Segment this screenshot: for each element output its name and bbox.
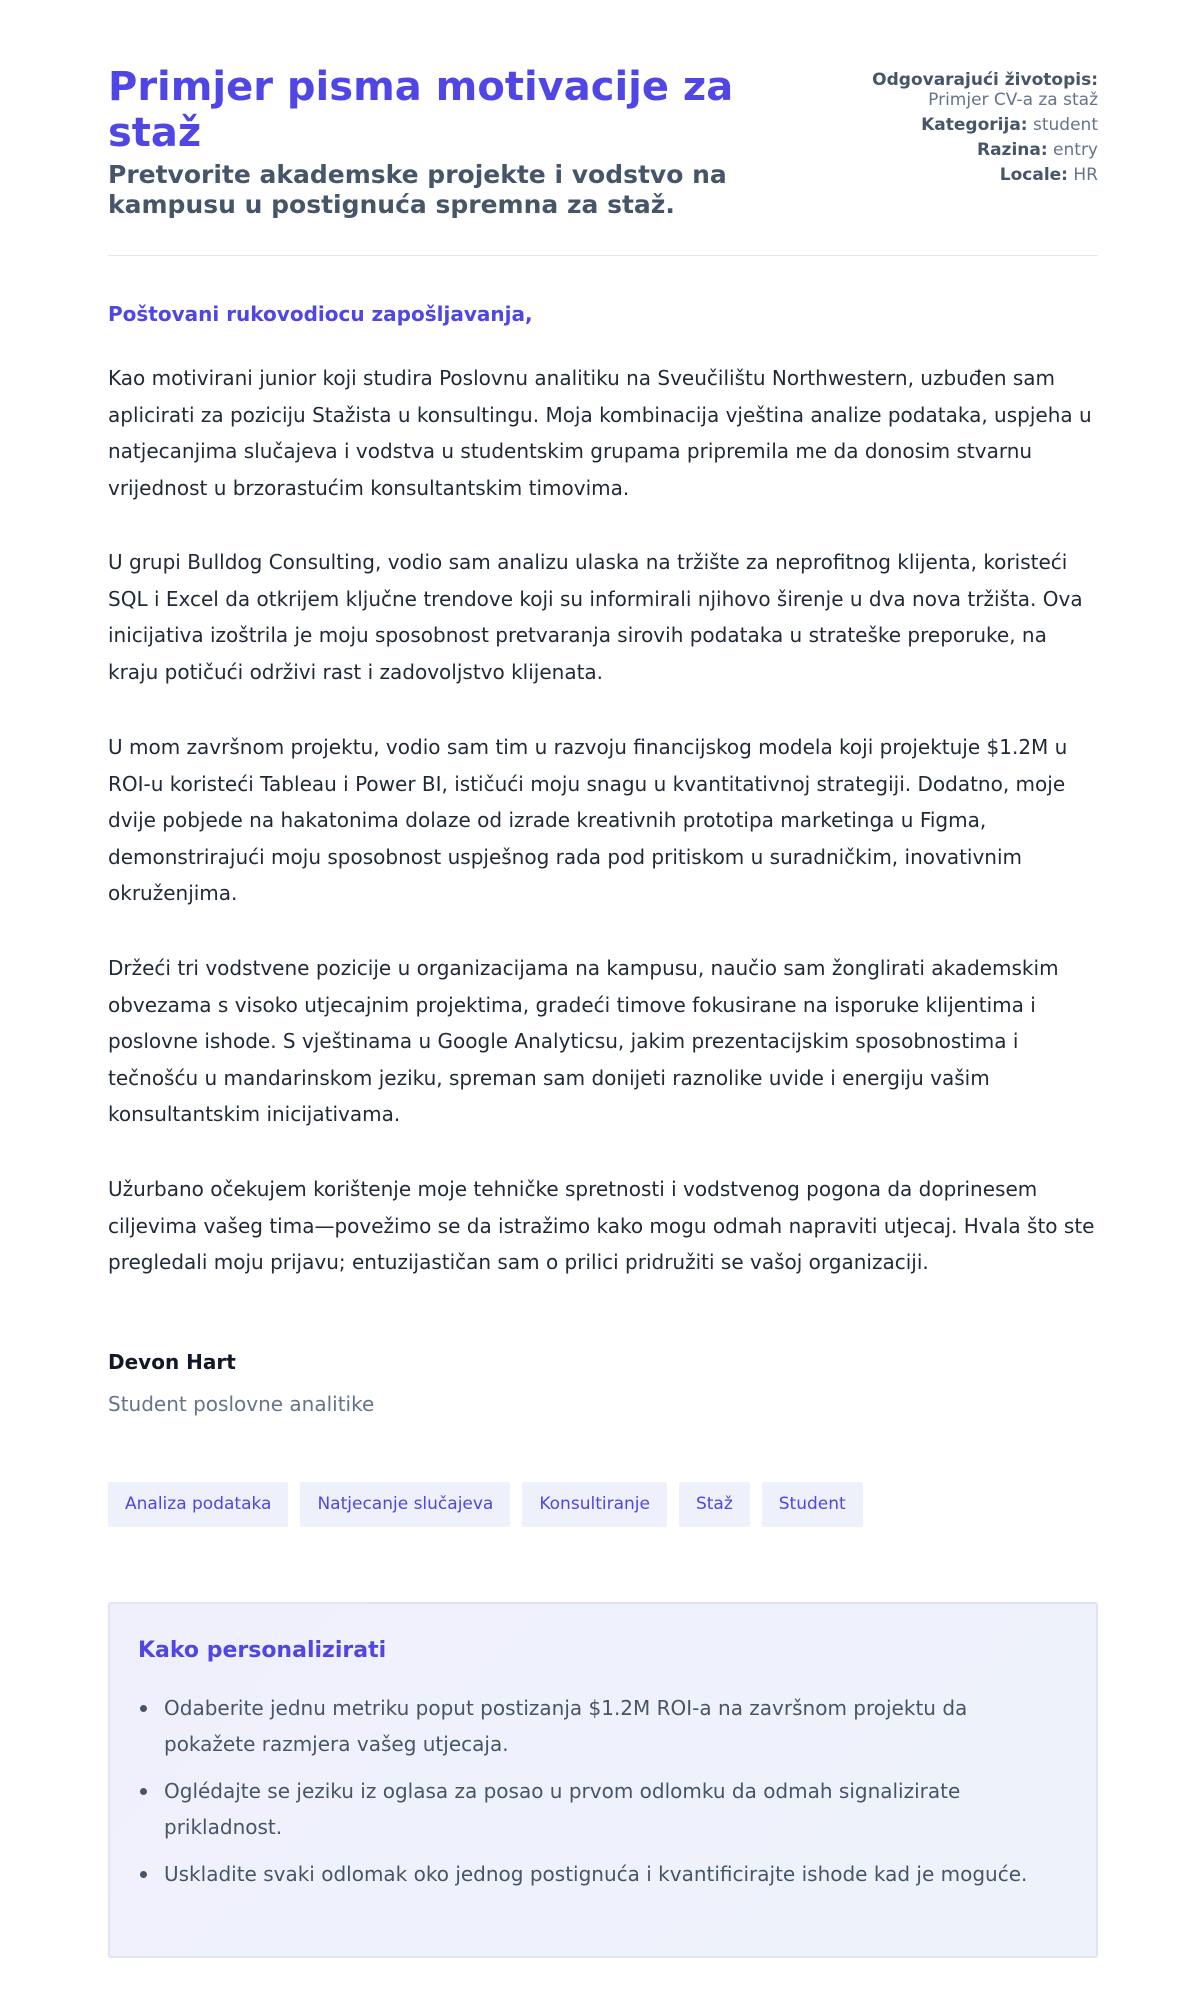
letter-paragraph: Užurbano očekujem korištenje moje tehničke spretnosti i vodstvenog pogona da doprinesem ciljevima vašeg tima—povežimo se da istražimo kako mogu odmah napraviti utjecaj. Hvala što ste pregledali moju prijavu; entuzijastičan sam o prilici pridružiti se vašoj organizaciji.: [108, 1177, 1095, 1274]
bullet-icon: [140, 1788, 147, 1795]
page-title: Primjer pisma motivacije za staž: [108, 64, 734, 156]
tip-text: Uskladite svaki odlomak oko jednog postignuća i kvantificirajte ishode kad je moguće.: [164, 1862, 1028, 1886]
meta-level: [778, 138, 1098, 163]
page-header: [108, 0, 1098, 256]
tag[interactable]: Konsultiranje: [522, 1482, 667, 1527]
meta-category: [778, 113, 1098, 138]
tips-list: [138, 1690, 1058, 1903]
tips-title: Kako personalizirati: [138, 1638, 387, 1663]
meta-locale-value: HR: [1073, 165, 1098, 185]
tag[interactable]: Student: [762, 1482, 863, 1527]
tip-text: Oglédajte se jeziku iz oglasa za posao u prvom odlomku da odmah signalizirate prikladnost.: [164, 1779, 961, 1839]
meta-locale-label: Locale:: [999, 165, 1068, 185]
meta-category-value: student: [1033, 115, 1098, 135]
bullet-icon: [140, 1871, 147, 1878]
tip-item: [138, 1773, 1058, 1845]
letter-paragraph: U grupi Bulldog Consulting, vodio sam analizu ulaska na tržište za neprofitnog klijenta, koristeći SQL i Excel da otkrijem ključne trendove koji su informirali njihovo širenje u dva nova tržišta. Ova inicijativa izoštrila je moju sposobnost pretvaranja sirovih podataka u strateške preporuke, na kraju potičući održivi rast i zadovoljstvo klijenata.: [108, 550, 1083, 684]
tip-text: Odaberite jednu metriku poput postizanja $1.2M ROI-a na završnom projektu da pokažete razmjera vašeg utjecaja.: [164, 1696, 968, 1756]
letter-paragraph: Kao motivirani junior koji studira Poslovnu analitiku na Sveučilištu Northwestern, uzbuđen sam aplicirati za poziciju Stažista u konsultingu. Moja kombinacija vještina analize podataka, uspjeha u natjecanjima slučajeva i vodstva u studentskim grupama pripremila me da donosim stvarnu vrijednost u brzorastućim konsultantskim timovima.: [108, 366, 1092, 500]
tip-item: [138, 1690, 1058, 1762]
tip-item: [138, 1856, 1058, 1892]
tag-list: [108, 1482, 863, 1527]
signature-role: Student poslovne analitike: [108, 1392, 375, 1416]
title-block: [108, 64, 788, 220]
meta-level-label: Razina:: [976, 140, 1048, 160]
bullet-icon: [140, 1705, 147, 1712]
meta-category-label: Kategorija:: [921, 115, 1028, 135]
letter-paragraph: U mom završnom projektu, vodio sam tim u razvoju financijskog modela koji projektuje $1.2M u ROI-u koristeći Tableau i Power BI, ističući moju snagu u kvantitativnoj strategiji. Dodatno, moje dvije pobjede na hakatonima dolaze od izrade kreativnih prototipa marketinga u Figma, demonstrirajući moju sposobnost uspješnog rada pod pritiskom u suradničkim, inovativnim okruženjima.: [108, 735, 1068, 905]
meta-panel: [778, 68, 1098, 188]
letter-greeting: Poštovani rukovodiocu zapošljavanja,: [108, 302, 533, 326]
tag[interactable]: Staž: [679, 1482, 750, 1527]
meta-locale: [778, 163, 1098, 188]
tag[interactable]: Analiza podataka: [108, 1482, 288, 1527]
meta-level-value: entry: [1053, 140, 1098, 160]
signature-name: Devon Hart: [108, 1350, 236, 1374]
letter-paragraph: Držeći tri vodstvene pozicije u organizacijama na kampusu, naučio sam žonglirati akademskim obvezama s visoko utjecajnim projektima, gradeći timove fokusirane na isporuke klijentima i poslovne ishode. S vještinama u Google Analyticsu, jakim prezentacijskim sposobnostima i tečnošću u mandarinskom jeziku, spreman sam donijeti raznolike uvide i energiju vašim konsultantskim inicijativama.: [108, 956, 1059, 1126]
personalization-tips-box: [108, 1602, 1098, 1958]
meta-resume: [778, 68, 1098, 113]
cover-letter-page: [108, 0, 1098, 1886]
tag[interactable]: Natjecanje slučajeva: [300, 1482, 510, 1527]
page-subtitle: Pretvorite akademske projekte i vodstvo na kampusu u postignuća spremna za staž.: [108, 160, 727, 219]
meta-resume-value[interactable]: Primjer CV-a za staž: [928, 90, 1098, 110]
meta-resume-label: Odgovarajući životopis:: [872, 70, 1098, 90]
